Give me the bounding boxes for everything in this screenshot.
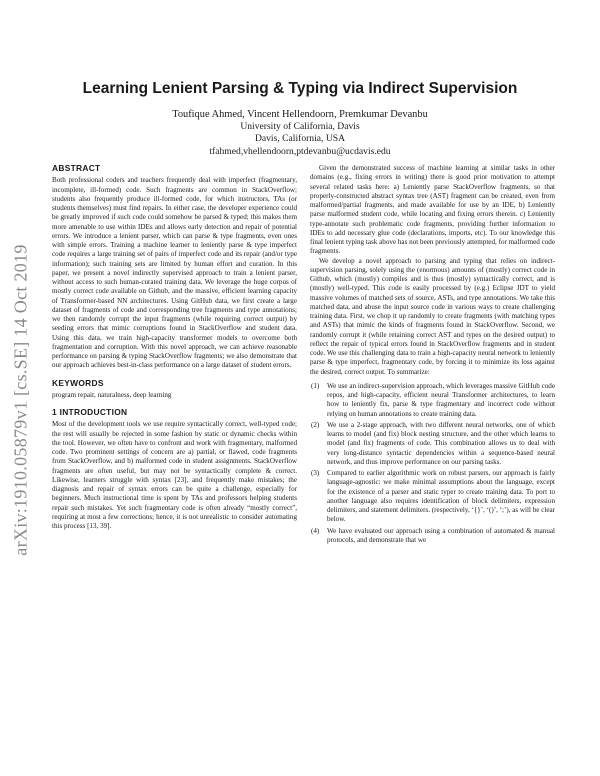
contribution-list [310, 382, 555, 545]
keywords-heading: KEYWORDS [52, 377, 104, 388]
intro-paragraph-1: Most of the development tools we use require syntactically correct, well-typed code; the rest will usually be rejected in some fashion by static or dynamic checks within the tool. However, we often have to confront and work with fragmentary, malformed code. Two prominent settings of concern are a) partial, or flawed, code fragments from StackOverflow, and b) malformed code in student assignments. StackOverflow fragments are often useful, but may not be syntactically complete & correct. Likewise, learners struggle with syntax [23], and frequently make mistakes; the diagnosis and repair of syntax errors can be quite a challenge, especially for beginners. Much instructional time is spent by TAs and professors helping students repair such mistakes. Yet such fragmentary code is often already “mostly correct”, requiring at most a few corrections; hence, it is not unrealistic to consider automating this process [13, 39]. [52, 420, 297, 530]
list-item [310, 421, 555, 467]
list-item-number: (3) [311, 469, 320, 477]
author-email: tfahmed,vhellendoorn,ptdevanbu@ucdavis.edu [209, 145, 391, 157]
list-item-text: We use an indirect-supervision approach, which leverages massive GitHub code repos, and high-capacity, efficient neural Transformer architectures, to learn how to leniently fix, parse & type fragmentary and incorrect code without relying on human annotations to create training data. [327, 381, 555, 418]
abstract-heading: ABSTRACT [52, 163, 101, 173]
arxiv-stamp-text: arXiv:1910.05879v1 [cs.SE] 14 Oct 2019 [10, 244, 31, 556]
list-item [310, 527, 555, 546]
list-item [310, 469, 555, 525]
list-item-number: (2) [311, 420, 320, 429]
list-item [310, 382, 555, 419]
author-block [50, 109, 550, 158]
list-item-text: Compared to earlier algorithmic work on robust parsers, our approach is fairly language-agnostic: we make minimal assumptions about the language, except for the existence of a parser and static typer to create training data. To port to another language also requires identification of block delimiters, expression delimiters, and statement delimiters. (respectively, ‘{}’, ‘()’, ‘;’), as will be clear below. [327, 469, 555, 524]
intro-paragraph-3: We develop a novel approach to parsing and typing that relies on indirect-supervision parsing, solely using the (enormous) amounts of (mostly) correct code in Github, which (mostly) compiles and is thus (mostly) syntactically correct, and is (mostly) well-typed. This code is easily processed by (e.g.) Eclipse JDT to yield massive volumes of matched sets of source, ASTs, and type annotations. We take this matched data, and abuse the input source code in various ways to create challenging training data. First, we chop it up randomly to create fragments (with matching types and ASTs) that mimic the kinds of fragments found in StackOverflow. Second, we randomly corrupt it (while retaining correct AST and types on the desired output) to reflect the repair of typical errors found in StackOverflow fragments and in student code. We use this challenging data to train a high-capacity neural network to leniently parse & type imperfect, fragmentary code, by forcing it to minimize its loss against the desired, correct output. To summarize: [310, 256, 555, 376]
intro-paragraph-2: Given the demonstrated success of machine learning at similar tasks in other domains (e.g., fixing errors in writing) there is good prior motivation to attempt several related tasks here: a) Leniently parse StackOverflow fragments, so that properly-constructed abstract syntax tree (AST) fragment can be created, even from malformed/partial fragments, and made available for use by an IDE, b) Leniently parse malformed student code, while locating and fixing errors therein. c) Leniently type-annotate such problematic code fragments, providing further information to IDEs to add necessary glue code (declarations, imports, etc). To our knowledge this final lenient typing task above has not been previously attempted, for malformed code fragments. [310, 164, 555, 256]
paper-title: Learning Lenient Parsing & Typing via Indirect Supervision [82, 80, 518, 97]
left-column [52, 164, 297, 531]
introduction-heading: 1 INTRODUCTION [52, 407, 128, 417]
arxiv-stamp [8, 200, 34, 600]
keywords-text: program repair, naturalness, deep learning [52, 390, 172, 399]
author-location: Davis, California, USA [254, 133, 346, 145]
list-item-number: (1) [311, 381, 320, 390]
list-item-text: We use a 2-stage approach, with two different neural networks, one of which learns to model (and fix) block nesting structure, and the other which learns to model (and fix) fragments of code. This combination allows us to deal with very long-distance syntactic dependencies within a sequence-based neural network, and thus improve performance on our parsing tasks. [327, 420, 555, 466]
right-column [310, 164, 555, 547]
list-item-text: We have evaluated our approach using a combination of automated & manual protocols, and demonstrate that we [327, 526, 555, 544]
abstract-text: Both professional coders and teachers frequently deal with imperfect (fragmentary, incomplete, ill-formed) code. Such fragments are common in StackOverflow; students also frequently produce ill-formed code, for which instructors, TAs (or students themselves) must find repairs. In either case, the developer experience could be greatly improved if such code could somehow be parsed & typed; this makes them more amenable to use within IDEs and allows early detection and repair of potential errors. We introduce a lenient parser, which can parse & type fragments, even ones with simple errors. Training a machine learner to leniently parse & type imperfect code requires a large training set of pairs of imperfect code and its repair (and/or type information); such training sets are limited by human effort and curation. In this paper, we present a novel indirectly supervised approach to train a lenient parser, without access to such human-curated training data. We leverage the huge corpus of mostly correct code available on Github, and the massive, efficient learning capacity of Transformer-based NN architectures. Using GitHub data, we first create a large dataset of fragments of code and corresponding tree fragments and type annotations; we then randomly corrupt the input fragments (while requiring correct output) by seeding errors that mimic corruptions found in StackOverflow and student data. Using this data, we train high-capacity transformer models to overcome both fragmentation and corruption. With this novel approach, we can achieve reasonable performance on parsing & typing StackOverflow fragments; we also demonstrate that our approach achieves best-in-class performance on a large dataset of student errors. [52, 176, 297, 370]
author-names: Toufique Ahmed, Vincent Hellendoorn, Premkumar Devanbu [172, 109, 428, 120]
author-affiliation: University of California, Davis [240, 121, 360, 133]
list-item-number: (4) [311, 526, 320, 535]
